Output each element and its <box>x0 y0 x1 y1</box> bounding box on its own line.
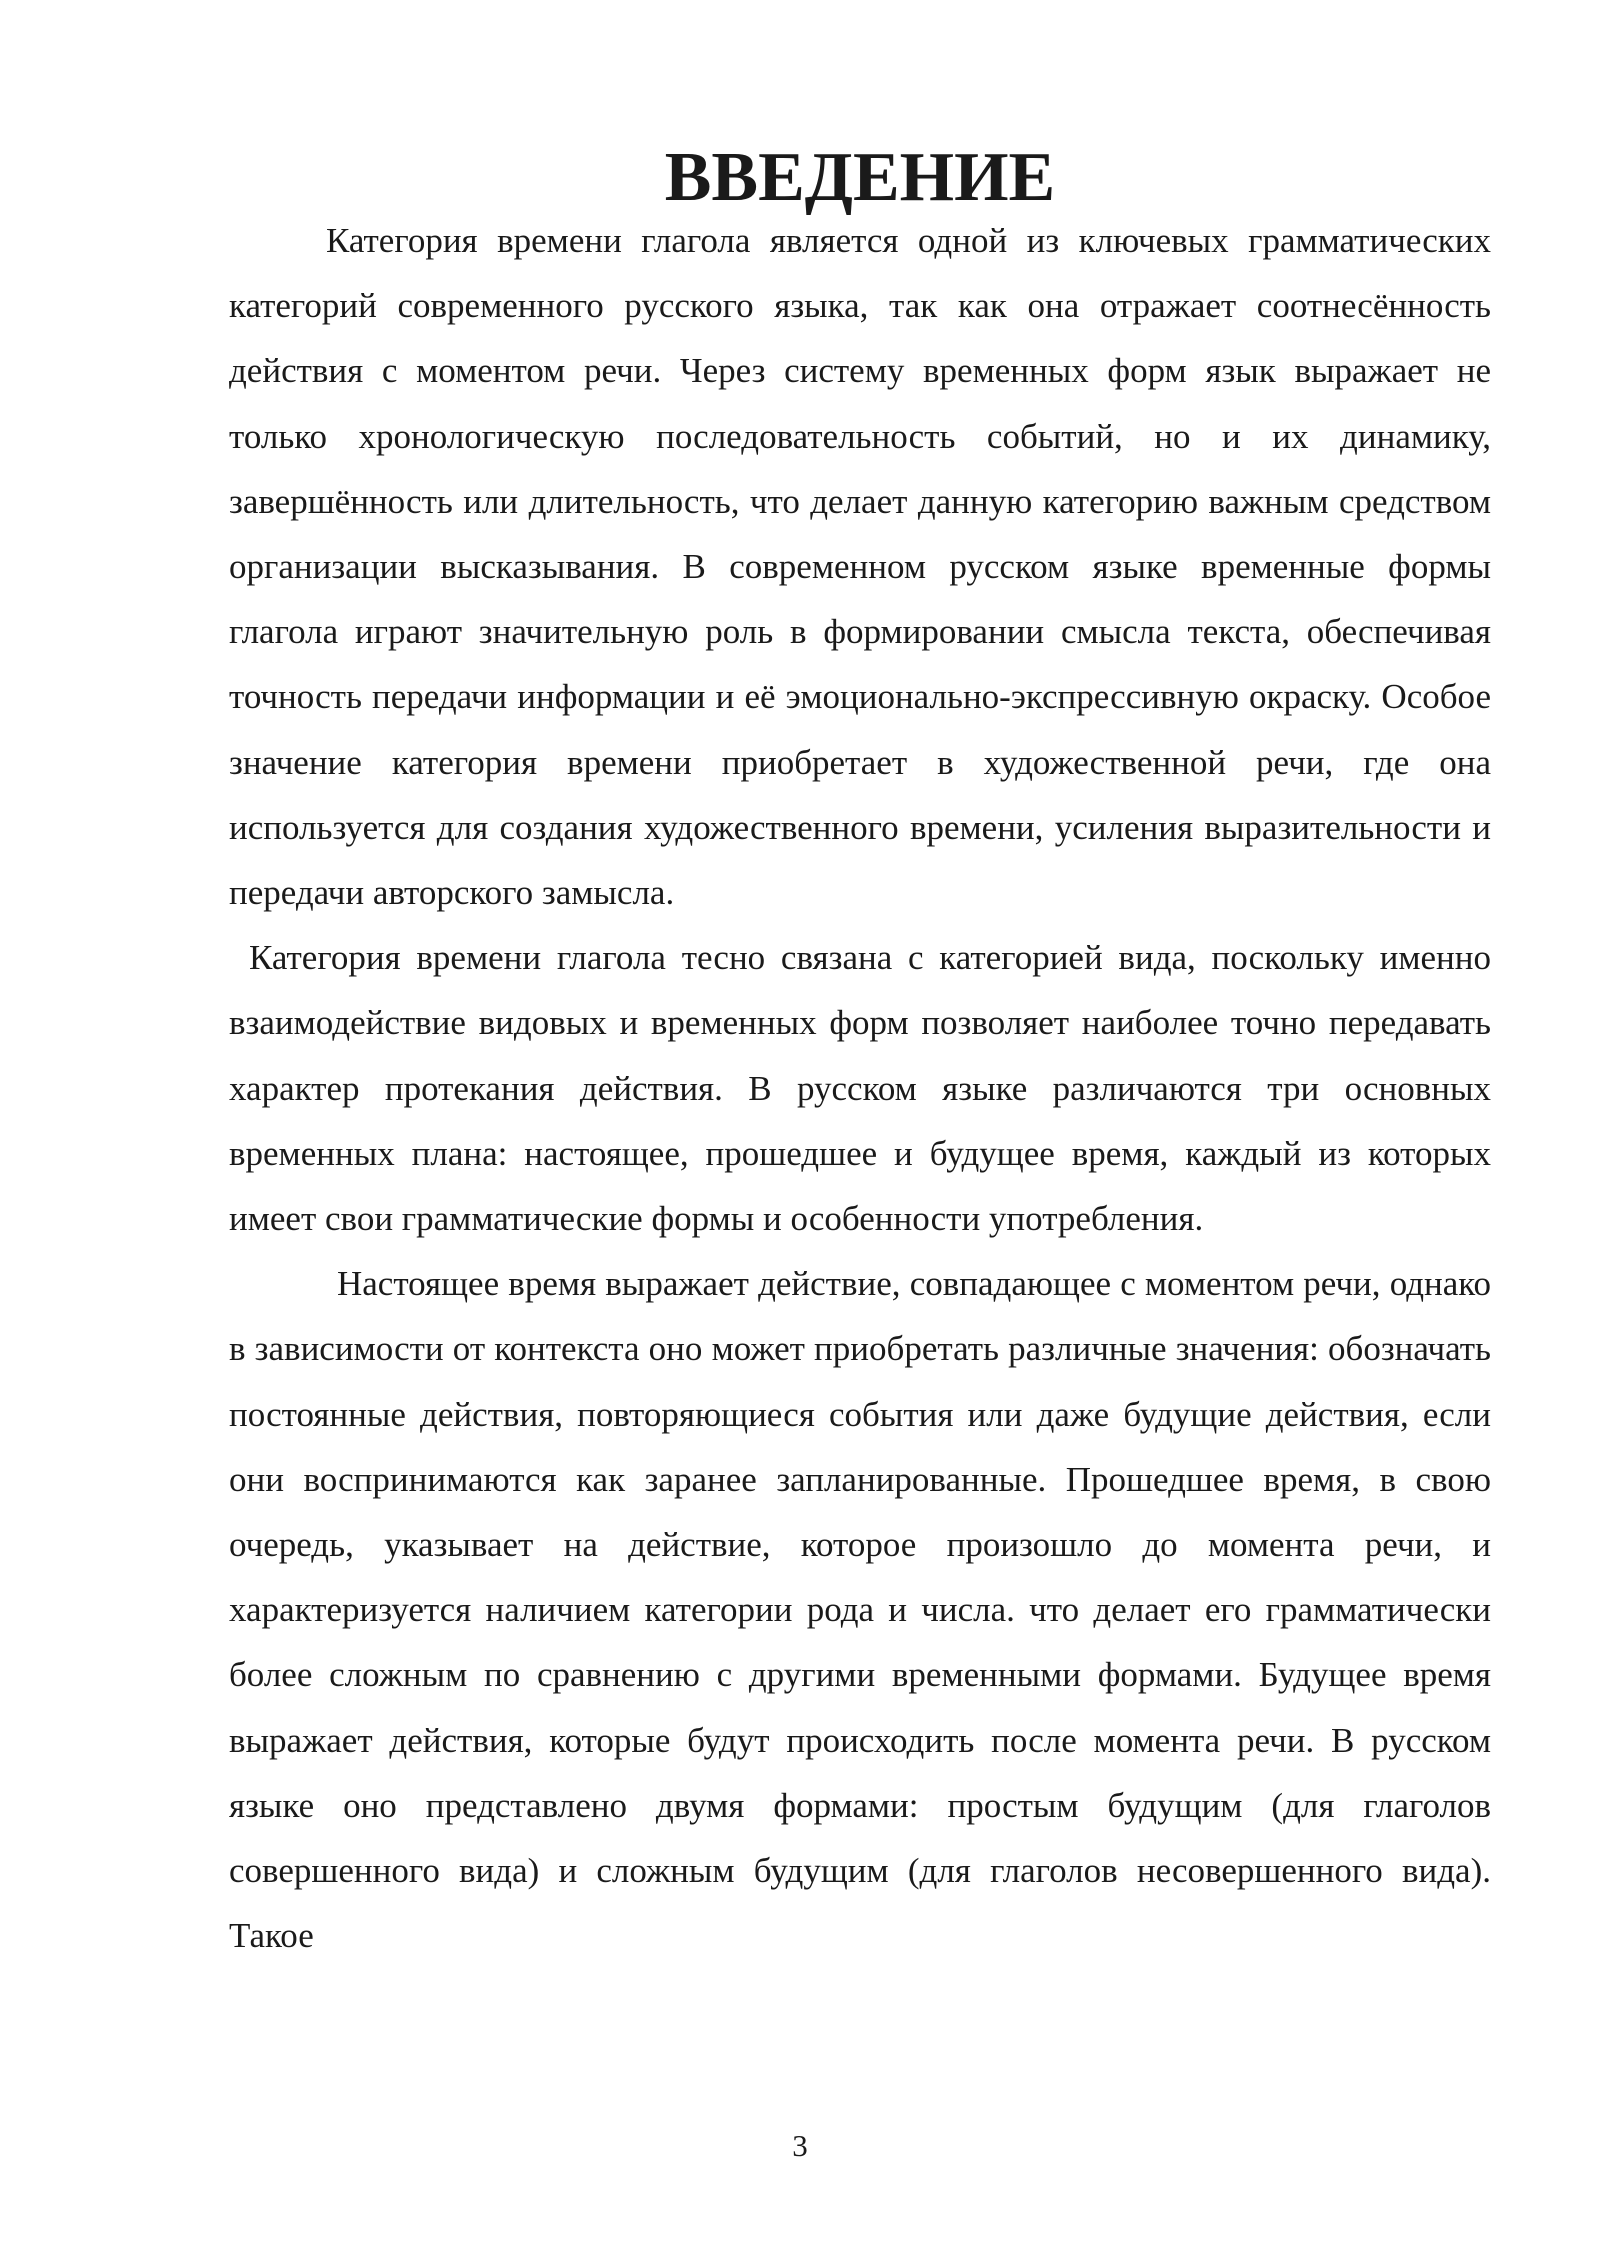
paragraph-intro: Категория времени глагола является одной из ключевых грамматических категорий современного русского языка, так как она отражает соотнесённость действия с моментом речи. Через систему временных форм язык выражает не только хронологическую последовательность событий, но и их динамику, завершённость или длительность, что делает данную категорию важным средством организации высказывания. В современном русском языке временные формы глагола играют значительную роль в формировании смысла текста, обеспечивая точность передачи информации и её эмоционально-экспрессивную окраску. Особое значение категория времени приобретает в художественной речи, где она используется для создания художественного времени, усиления выразительности и передачи авторского замысла. <box>229 221 1491 913</box>
paragraph-tenses: Настоящее время выражает действие, совпадающее с моментом речи, однако в зависимости от контекста оно может приобретать различные значения: обозначать постоянные действия, повторяющиеся события или даже будущие действия, если они воспринимаются как заранее запланированные. Прошедшее время, в свою очередь, указывает на действие, которое произошло до момента речи, и характеризуется наличием категории рода и числа. что делает его грамматически более сложным по сравнению с другими временными формами. Будущее время выражает действия, которые будут происходить после момента речи. В русском языке оно представлено двумя формами: простым будущим (для глаголов совершенного вида) и сложным будущим (для глаголов несовершенного вида). Такое <box>229 1264 1491 1956</box>
page-number: 3 <box>792 2128 808 2163</box>
section-title: ВВЕДЕНИЕ <box>664 139 1056 216</box>
page-content <box>229 139 1491 1968</box>
paragraph-aspect: Категория времени глагола тесно связана с категорией вида, поскольку именно взаимодействие видовых и временных форм позволяет наиболее точно передавать характер протекания действия. В русском языке различаются три основных временных плана: настоящее, прошедшее и будущее время, каждый из которых имеет свои грамматические формы и особенности употребления. <box>229 938 1491 1239</box>
